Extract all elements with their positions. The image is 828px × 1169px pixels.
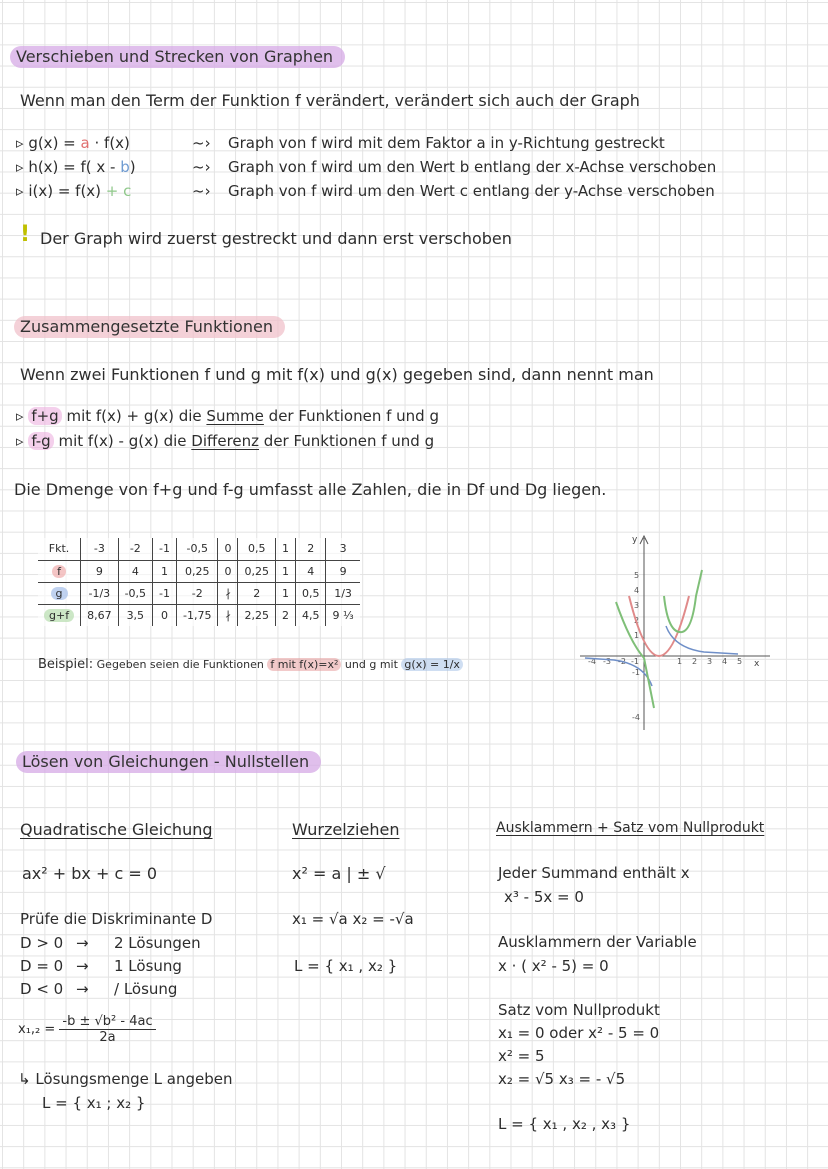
section1-note: Der Graph wird zuerst gestreckt und dann erst verschoben [40,229,512,248]
arrow-icon: → [76,957,89,975]
table-cell: -1,75 [177,604,218,626]
table-row [38,560,360,582]
tick-label: 2 [634,616,640,625]
sum-term: Summe [206,407,264,425]
tick-label: -2 [618,657,626,666]
tick-label: 1 [634,631,640,640]
rule-lhs: i(x) = f(x) + c [28,182,132,200]
section3-title: Lösen von Gleichungen - Nullstellen [16,751,321,773]
rule-arrow: ~› [192,134,211,152]
col3-line: Jeder Summand enthält x [498,864,690,882]
table-cell: 1 [275,538,295,560]
sum-item: ▹ f+g mit f(x) + g(x) die Summe der Funktionen f und g [16,407,439,425]
table-cell: 2 [295,538,326,560]
col3-line: Ausklammern der Variable [498,933,697,951]
difference-item: ▹ f-g mit f(x) - g(x) die Differenz der Funktionen f und g [16,432,435,450]
table-cell: ∤ [218,582,238,604]
tick-label: -1 [631,657,639,666]
rule-row [16,158,136,176]
table-row [38,604,360,626]
table-row-label: f [38,560,81,582]
col3-line: x₂ = √5 x₃ = - √5 [498,1070,626,1088]
tick-label: 4 [722,657,728,666]
bullet-icon: ▹ [16,182,24,200]
col2-eq: x² = a | ± √ [292,864,386,883]
table-cell: 0 [218,560,238,582]
col3-line: x³ - 5x = 0 [504,888,584,906]
table-cell: 1 [275,582,295,604]
bullet-icon: ▹ [16,407,24,425]
sum-highlight: f+g [28,407,61,425]
tick-label: -1 [632,668,640,677]
table-cell: Fkt. [38,538,81,560]
curve-sum [664,570,702,632]
rule-desc: Graph von f wird um den Wert c entlang der y-Achse verschoben [228,182,715,200]
tick-label: 2 [692,657,698,666]
section1-title: Verschieben und Strecken von Graphen [10,46,345,68]
bullet-icon: ▹ [16,158,24,176]
bullet-icon: ▹ [16,134,24,152]
example-g: g(x) = 1/x [401,658,463,671]
rule-desc: Graph von f wird um den Wert b entlang der x-Achse verschoben [228,158,717,176]
example-label: Beispiel: [38,657,94,672]
table-cell: 1 [153,560,177,582]
col3-title: Ausklammern + Satz vom Nullprodukt [496,820,765,836]
section2-intro: Wenn zwei Funktionen f und g mit f(x) und g(x) gegeben sind, dann nennt man [20,365,654,384]
table-cell: 2,25 [238,604,276,626]
section2-title: Zusammengesetzte Funktionen [14,316,285,338]
col1-final: ↳ Lösungsmenge L angeben [18,1070,233,1088]
table-row-label: g [38,582,81,604]
table-cell: 9 [326,560,360,582]
rule-arrow: ~› [192,182,211,200]
section1-intro: Wenn man den Term der Funktion f verändert, verändert sich auch der Graph [20,91,640,110]
y-axis-label: y [632,535,638,545]
col1-check: Prüfe die Diskriminante D [20,910,213,928]
example-line [38,657,463,672]
tick-label: 1 [677,657,683,666]
table-cell: 1 [275,560,295,582]
table-cell: 2 [238,582,276,604]
col3-line: x₁ = 0 oder x² - 5 = 0 [498,1024,660,1042]
bullet-icon: ▹ [16,432,24,450]
rule-arrow: ~› [192,158,211,176]
tick-label: -4 [588,657,596,666]
col1-set: L = { x₁ ; x₂ } [42,1094,146,1112]
x-axis-label: x [754,659,760,669]
tick-label: 3 [707,657,713,666]
table-header-row [38,538,360,560]
table-cell: -1 [153,538,177,560]
table-cell: 3 [326,538,360,560]
table-cell: 0,5 [295,582,326,604]
table-row [38,582,360,604]
tick-label: -4 [632,713,640,722]
col3-line: x² = 5 [498,1047,545,1065]
table-cell: -0,5 [118,582,152,604]
col1-equation: ax² + bx + c = 0 [22,864,158,883]
table-cell: ∤ [218,604,238,626]
col2-roots: x₁ = √a x₂ = -√a [292,910,414,928]
table-cell: 0 [218,538,238,560]
table-cell: 3,5 [118,604,152,626]
domain-text: Die Dmenge von f+g und f-g umfasst alle Zahlen, die in Df und Dg liegen. [14,480,607,499]
table-cell: 9 [81,560,119,582]
tick-label: 4 [634,586,640,595]
table-cell: 0,25 [238,560,276,582]
rule-lhs: h(x) = f( x - b) [28,158,136,176]
rule-row [16,182,131,200]
table-cell: 4 [295,560,326,582]
table-cell: 8,67 [81,604,119,626]
table-row-label: g+f [38,604,81,626]
table-cell: 4,5 [295,604,326,626]
tick-label: 5 [737,657,743,666]
example-mid: und g mit [344,658,398,671]
col1-title: Quadratische Gleichung [20,820,213,839]
case-row: D > 0 → 2 Lösungen [20,934,201,952]
example-f: f mit f(x)=x² [267,658,341,671]
rule-row [16,134,130,152]
difference-highlight: f-g [28,432,53,450]
table-cell: -2 [118,538,152,560]
rule-desc: Graph von f wird mit dem Faktor a in y-Richtung gestreckt [228,134,665,152]
table-cell: -2 [177,582,218,604]
table-cell: 4 [118,560,152,582]
arrow-icon: → [76,934,89,952]
tick-label: 5 [634,571,640,580]
col2-title: Wurzelziehen [292,820,400,839]
table-cell: 1/3 [326,582,360,604]
function-graph [570,530,780,735]
quadratic-formula: x₁,₂ = $\frac{\text{-b ± √b² - 4ac}}{2a}$ [18,1014,156,1045]
arrow-icon: → [76,980,89,998]
table-cell: 0 [153,604,177,626]
table-cell: 0,25 [177,560,218,582]
table-cell: -0,5 [177,538,218,560]
difference-term: Differenz [191,432,260,450]
case-row: D < 0 → / Lösung [20,980,178,998]
example-pre: Gegeben seien die Funktionen [96,658,264,671]
table-cell: -1/3 [81,582,119,604]
rule-lhs: g(x) = a · f(x) [28,134,130,152]
col3-line: L = { x₁ , x₂ , x₃ } [498,1115,631,1133]
note-mark: ! [20,222,31,247]
col3-line: Satz vom Nullprodukt [498,1001,660,1019]
tick-label: -3 [603,657,611,666]
table-cell: 2 [275,604,295,626]
value-table [38,538,360,626]
case-row: D = 0 → 1 Lösung [20,957,182,975]
col3-line: x · ( x² - 5) = 0 [498,957,609,975]
table-cell: -3 [81,538,119,560]
table-cell: -1 [153,582,177,604]
col2-set: L = { x₁ , x₂ } [294,957,398,975]
table-cell: 9 ⅓ [326,604,360,626]
table-cell: 0,5 [238,538,276,560]
tick-label: 3 [634,601,640,610]
